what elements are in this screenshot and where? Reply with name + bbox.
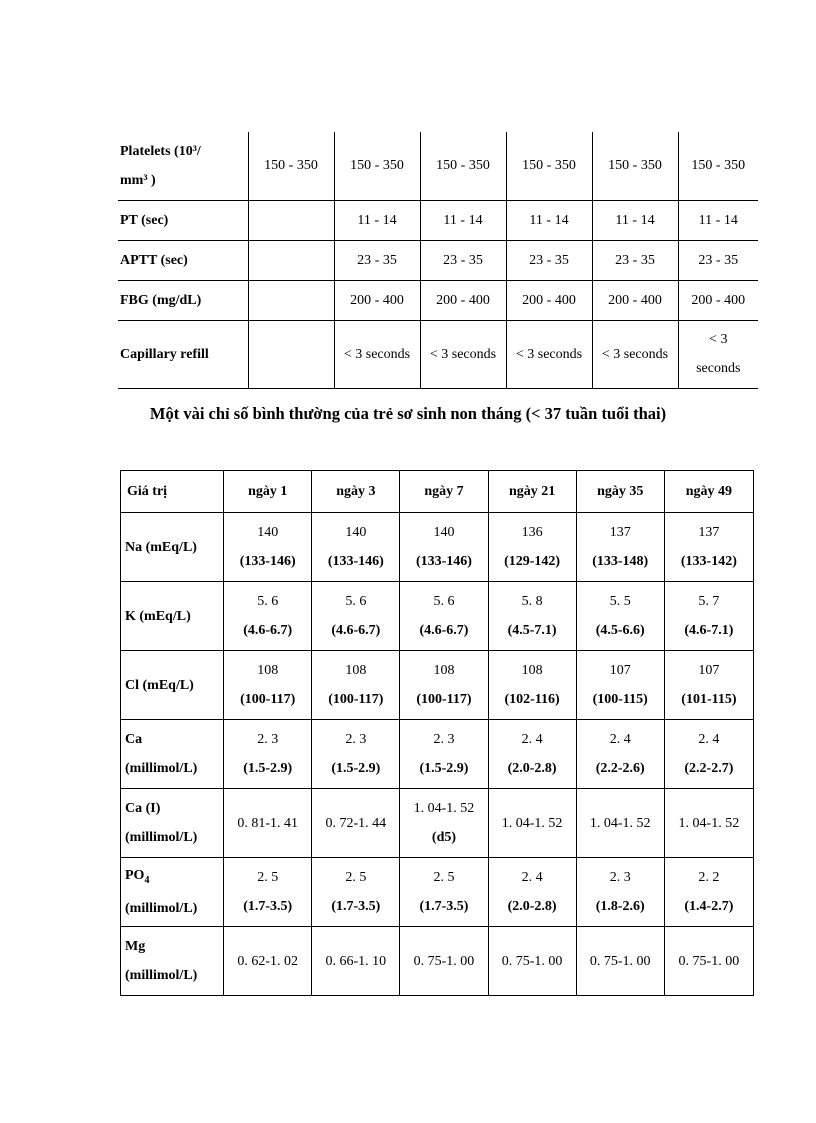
cell-line: 200 - 400	[522, 292, 576, 308]
table-cell	[506, 132, 592, 200]
table-cell	[334, 320, 420, 388]
row-label	[118, 240, 248, 280]
cell-line: (4.6-6.7)	[243, 623, 293, 638]
reference-table-electrolytes	[120, 470, 754, 996]
table-cell	[488, 513, 576, 582]
table-cell	[664, 582, 753, 651]
cell-line: 108	[433, 663, 455, 678]
table-cell	[488, 789, 576, 858]
cell-line: APTT (sec)	[120, 252, 188, 268]
table-cell	[400, 927, 488, 996]
table-cell	[312, 582, 400, 651]
cell-line: 107	[698, 663, 720, 678]
table-cell	[592, 132, 678, 200]
cell-line: 2. 3	[433, 732, 455, 747]
cell-line: (100-115)	[592, 692, 648, 707]
cell-line: 23 - 35	[615, 252, 655, 268]
cell-line: Capillary refill	[120, 346, 209, 362]
cell-line: (100-117)	[328, 692, 384, 707]
table-cell	[312, 513, 400, 582]
cell-line: 150 - 350	[350, 158, 404, 174]
table-row	[118, 132, 758, 200]
cell-line: 2. 4	[521, 870, 543, 885]
table-cell	[576, 651, 664, 720]
table-cell	[224, 513, 312, 582]
table-cell	[224, 720, 312, 789]
table-cell	[420, 280, 506, 320]
table-cell	[420, 240, 506, 280]
cell-line: 140	[433, 525, 455, 540]
cell-line: 2. 2	[698, 870, 720, 885]
table-row	[121, 789, 754, 858]
cell-line: 200 - 400	[691, 292, 746, 308]
cell-line: 2. 3	[609, 870, 631, 885]
table-cell	[400, 720, 488, 789]
table-cell	[312, 789, 400, 858]
table-cell	[678, 132, 758, 200]
table-cell	[248, 132, 334, 200]
table-cell	[248, 320, 334, 388]
cell-line: < 3 seconds	[343, 346, 411, 362]
cell-line: (100-117)	[416, 692, 472, 707]
cell-line: 2. 5	[345, 870, 367, 885]
cell-line: (133-148)	[592, 554, 649, 569]
table-cell	[678, 240, 758, 280]
cell-line: 200 - 400	[350, 292, 404, 308]
cell-line: 108	[257, 663, 279, 678]
table-row	[121, 582, 754, 651]
cell-line: < 3 seconds	[515, 346, 583, 362]
cell-line: 1. 04-1. 52	[413, 801, 475, 816]
cell-line: FBG (mg/dL)	[120, 292, 202, 308]
table-cell	[334, 240, 420, 280]
cell-line: (133-146)	[415, 554, 472, 569]
cell-line: 0. 62-1. 02	[237, 953, 299, 969]
cell-line: (1.5-2.9)	[243, 761, 293, 776]
cell-line: 150 - 350	[608, 158, 662, 174]
row-label	[121, 927, 224, 996]
table-cell	[488, 651, 576, 720]
table-row	[121, 513, 754, 582]
cell-line: 150 - 350	[522, 158, 576, 174]
table-row	[118, 280, 758, 320]
row-label-line: K (mEq/L)	[125, 608, 191, 624]
column-header: ngày 49	[664, 471, 753, 513]
cell-line: 0. 75-1. 00	[501, 953, 563, 969]
table-cell	[400, 513, 488, 582]
cell-line: 5. 7	[698, 594, 720, 609]
cell-line: 23 - 35	[698, 252, 739, 268]
table-cell	[224, 858, 312, 927]
table-header-row	[121, 471, 754, 513]
table-cell	[224, 789, 312, 858]
cell-line: (129-142)	[504, 554, 561, 569]
cell-line: < 3 seconds	[429, 346, 497, 362]
table-cell	[592, 280, 678, 320]
table-row	[121, 927, 754, 996]
cell-line: (1.4-2.7)	[684, 899, 734, 914]
row-label-line: $PO_4$	[125, 867, 150, 886]
table-cell	[248, 240, 334, 280]
cell-line: (2.0-2.8)	[507, 761, 557, 776]
table-cell	[576, 858, 664, 927]
table-row	[121, 651, 754, 720]
cell-line: 11 - 14	[443, 212, 483, 228]
table-cell	[678, 200, 758, 240]
row-label	[118, 132, 248, 200]
table-cell	[248, 200, 334, 240]
row-label-line: (millimol/L)	[125, 761, 198, 776]
row-label	[121, 858, 224, 927]
row-label-line: Ca	[125, 732, 143, 747]
row-label	[118, 320, 248, 388]
column-header: ngày 1	[224, 471, 312, 513]
cell-line: (2.0-2.8)	[507, 899, 557, 914]
cell-line: 23 - 35	[443, 252, 483, 268]
cell-line: (1.5-2.9)	[419, 761, 469, 776]
table-cell	[312, 927, 400, 996]
table-cell	[506, 320, 592, 388]
table-cell	[334, 280, 420, 320]
cell-line: 2. 4	[609, 732, 631, 747]
cell-line: 140	[257, 525, 279, 540]
cell-line: 137	[609, 525, 631, 540]
table-cell	[664, 651, 753, 720]
cell-line: (133-146)	[239, 554, 296, 569]
cell-line: 23 - 35	[357, 252, 397, 268]
table-cell	[576, 720, 664, 789]
row-label-line: Mg	[125, 939, 146, 954]
table-cell	[664, 720, 753, 789]
cell-line: 200 - 400	[608, 292, 662, 308]
row-label	[121, 651, 224, 720]
table-cell	[506, 280, 592, 320]
table-cell	[506, 200, 592, 240]
cell-line: (4.6-6.7)	[419, 623, 469, 638]
cell-line: 0. 75-1. 00	[589, 953, 651, 969]
cell-line: (100-117)	[240, 692, 296, 707]
table-cell	[248, 280, 334, 320]
cell-line: 0. 72-1. 44	[325, 815, 387, 831]
table-cell	[334, 132, 420, 200]
table-cell	[420, 200, 506, 240]
table-cell	[576, 927, 664, 996]
table-cell	[420, 132, 506, 200]
cell-line: 0. 75-1. 00	[413, 953, 475, 969]
table-cell	[312, 651, 400, 720]
table-cell	[592, 200, 678, 240]
table-cell	[592, 320, 678, 388]
cell-line: (133-142)	[680, 554, 737, 569]
cell-line: 0. 75-1. 00	[678, 953, 740, 969]
cell-line: 1. 04-1. 52	[678, 815, 740, 831]
table-row	[121, 720, 754, 789]
cell-line: (4.5-6.6)	[595, 623, 645, 638]
table-cell	[664, 789, 753, 858]
table-cell	[576, 582, 664, 651]
cell-line: (1.8-2.6)	[595, 899, 645, 914]
row-label-line: (millimol/L)	[125, 901, 198, 917]
table-cell	[576, 513, 664, 582]
table-cell	[312, 720, 400, 789]
cell-line: 1. 04-1. 52	[589, 815, 651, 831]
cell-line: 137	[698, 525, 720, 540]
column-header: ngày 35	[576, 471, 664, 513]
column-header: ngày 7	[400, 471, 488, 513]
table-cell	[488, 720, 576, 789]
table-cell	[592, 240, 678, 280]
cell-line: seconds	[696, 361, 741, 376]
table-cell	[488, 927, 576, 996]
cell-line: 5. 8	[521, 594, 543, 609]
table-cell	[420, 320, 506, 388]
row-label-line: (millimol/L)	[125, 968, 198, 983]
cell-line: mm³ )	[120, 172, 156, 188]
cell-line: (d5)	[431, 830, 457, 845]
cell-line: (1.7-3.5)	[419, 899, 469, 914]
cell-line: 2. 4	[521, 732, 543, 747]
cell-line: 0. 66-1. 10	[325, 953, 387, 969]
table-cell	[678, 280, 758, 320]
cell-line: 2. 3	[345, 732, 367, 747]
cell-line: (102-116)	[504, 692, 560, 707]
table-caption: Một vài chỉ số bình thường của trẻ sơ sinh non tháng (< 37 tuần tuổi thai)	[149, 404, 667, 423]
cell-line: 5. 6	[433, 594, 455, 609]
cell-line: 2. 5	[257, 870, 279, 885]
cell-line: < 3	[709, 332, 728, 347]
cell-line: 2. 5	[433, 870, 455, 885]
cell-line: 5. 5	[609, 594, 631, 609]
reference-table-coagulation	[118, 132, 758, 389]
table-cell	[224, 651, 312, 720]
row-label	[118, 280, 248, 320]
row-label-line: (millimol/L)	[125, 830, 198, 845]
cell-line: 11 - 14	[615, 212, 655, 228]
table-cell	[224, 927, 312, 996]
table-row	[121, 858, 754, 927]
cell-line: 0. 81-1. 41	[237, 815, 299, 831]
cell-line: 150 - 350	[264, 158, 318, 174]
table-cell	[400, 789, 488, 858]
cell-line: 107	[609, 663, 631, 678]
cell-line: (2.2-2.6)	[595, 761, 645, 776]
cell-line: (4.6-6.7)	[331, 623, 381, 638]
table-cell	[664, 927, 753, 996]
cell-line: 136	[521, 525, 543, 540]
cell-line: (101-115)	[681, 692, 737, 707]
row-label	[118, 200, 248, 240]
cell-line: 108	[345, 663, 367, 678]
table-row	[118, 200, 758, 240]
table-cell	[488, 858, 576, 927]
cell-line: 23 - 35	[529, 252, 569, 268]
table-cell	[224, 582, 312, 651]
cell-line: (1.7-3.5)	[243, 899, 293, 914]
row-label	[121, 789, 224, 858]
row-label-line: Ca (I)	[125, 801, 161, 816]
row-label	[121, 582, 224, 651]
table-cell	[664, 858, 753, 927]
cell-line: (4.5-7.1)	[507, 623, 557, 638]
table-cell	[678, 320, 758, 388]
cell-line: 5. 6	[345, 594, 367, 609]
table-cell	[400, 582, 488, 651]
cell-line: 200 - 400	[436, 292, 490, 308]
cell-line: 140	[345, 525, 367, 540]
cell-line: (4.6-7.1)	[684, 623, 734, 638]
cell-line: (1.7-3.5)	[331, 899, 381, 914]
table-cell	[664, 513, 753, 582]
cell-line: 1. 04-1. 52	[501, 815, 563, 831]
row-label-line: Na (mEq/L)	[125, 539, 197, 555]
column-header: ngày 3	[312, 471, 400, 513]
cell-line: 11 - 14	[357, 212, 397, 228]
cell-line: (133-146)	[327, 554, 384, 569]
column-header: Giá trị	[121, 471, 224, 513]
table-cell	[506, 240, 592, 280]
cell-line: 150 - 350	[436, 158, 490, 174]
row-label	[121, 720, 224, 789]
table-cell	[400, 651, 488, 720]
cell-line: 2. 4	[698, 732, 720, 747]
table-cell	[576, 789, 664, 858]
cell-line: Platelets (10³/	[120, 143, 201, 159]
cell-line: PT (sec)	[120, 212, 169, 228]
row-label	[121, 513, 224, 582]
table-row	[118, 240, 758, 280]
cell-line: (1.5-2.9)	[331, 761, 381, 776]
cell-line: 11 - 14	[698, 212, 738, 228]
cell-line: 150 - 350	[691, 158, 746, 174]
cell-line: 108	[521, 663, 543, 678]
table-cell	[334, 200, 420, 240]
cell-line: (2.2-2.7)	[684, 761, 734, 776]
cell-line: 11 - 14	[529, 212, 569, 228]
table-cell	[488, 582, 576, 651]
table-cell	[400, 858, 488, 927]
table-cell	[312, 858, 400, 927]
cell-line: < 3 seconds	[601, 346, 669, 362]
table-row	[118, 320, 758, 388]
cell-line: 5. 6	[257, 594, 279, 609]
column-header: ngày 21	[488, 471, 576, 513]
cell-line: 2. 3	[257, 732, 279, 747]
row-label-line: Cl (mEq/L)	[125, 677, 194, 693]
